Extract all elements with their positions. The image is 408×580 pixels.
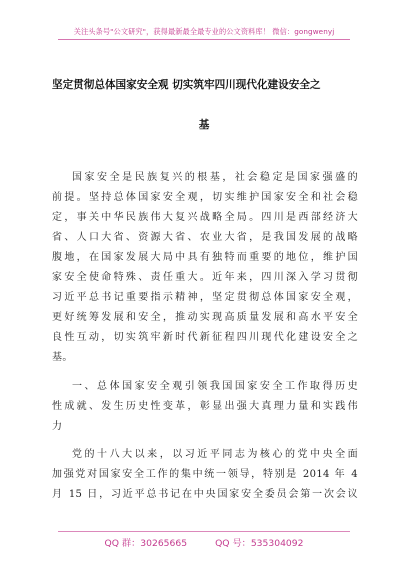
paragraph-3-line-2: 加强党对国家安全工作的集中统一领导，特别是 2014 年 4 bbox=[52, 469, 358, 480]
paragraph-1-line-4: 省、人口大省、资源大省、农业大省，是我国发展的战略 bbox=[52, 232, 358, 243]
section-heading-line-2: 性成就、发生历史性变革，彰显出强大真理力量和实践伟 bbox=[52, 401, 358, 412]
paragraph-1-line-10: 基。 bbox=[52, 352, 73, 363]
section-heading-line-1: 一、总体国家安全观引领我国国家安全工作取得历史 bbox=[72, 381, 358, 392]
paragraph-3-line-3: 月 15 日，习近平总书记在中央国家安全委员会第一次会议 bbox=[52, 489, 358, 500]
paragraph-1-line-1: 国家安全是民族复兴的根基，社会稳定是国家强盛的 bbox=[72, 172, 358, 183]
document-title-line-1: 坚定贯彻总体国家安全观 切实筑牢四川现代化建设安全之 bbox=[52, 79, 321, 91]
paragraph-1-line-5: 腹地，在国家发展大局中具有独特而重要的地位，维护国 bbox=[52, 252, 358, 263]
section-heading-line-3: 力 bbox=[52, 421, 63, 432]
footer-qq-number: QQ 号：535304092 bbox=[215, 538, 304, 549]
paragraph-1-line-3: 定，事关中华民族伟大复兴战略全局。四川是西部经济大 bbox=[52, 212, 358, 223]
paragraph-3-line-1: 党的十八大以来，以习近平同志为核心的党中央全面 bbox=[72, 449, 358, 460]
footer-contact bbox=[0, 535, 408, 549]
document-title-line-2: 基 bbox=[198, 119, 210, 131]
paragraph-1-line-7: 习近平总书记重要指示精神，坚定贯彻总体国家安全观， bbox=[52, 292, 358, 303]
footer-qq-group: QQ 群：30265665 bbox=[104, 538, 188, 549]
header-divider bbox=[58, 39, 350, 40]
paragraph-1-line-6: 家安全使命特殊、责任重大。近年来，四川深入学习贯彻 bbox=[52, 272, 358, 283]
footer-divider bbox=[58, 531, 350, 532]
paragraph-1-line-8: 更好统筹发展和安全，推动实现高质量发展和高水平安全 bbox=[52, 312, 358, 323]
paragraph-1-line-9: 良性互动，切实筑牢新时代新征程四川现代化建设安全之 bbox=[52, 332, 358, 343]
paragraph-1-line-2: 前提。坚持总体国家安全观，切实维护国家安全和社会稳 bbox=[52, 192, 358, 203]
header-banner: 关注头条号"公文研究"，获得最新最全最专业的公文资料库！ 微信：gongwenyj bbox=[73, 27, 335, 36]
